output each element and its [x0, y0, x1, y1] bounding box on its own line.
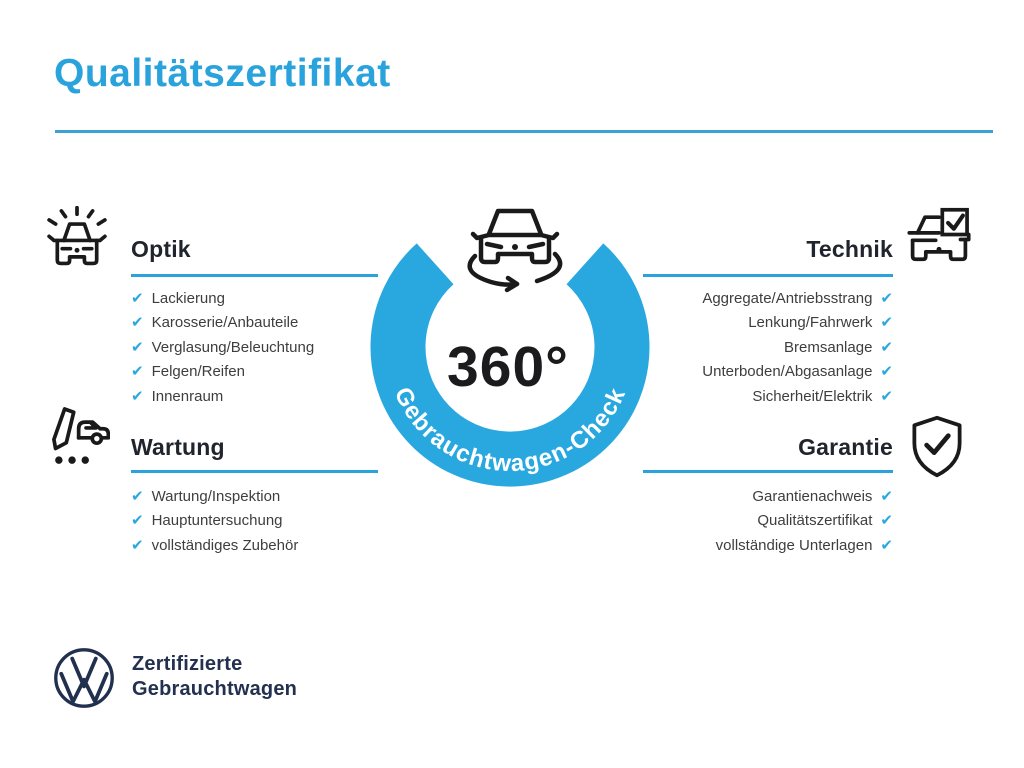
- check-icon: ✔: [131, 362, 144, 381]
- section-underline: [643, 274, 893, 277]
- check-icon: ✔: [131, 313, 144, 332]
- vw-logo: [52, 646, 116, 710]
- car-rotate-icon: [445, 194, 585, 296]
- checklist-item-label: Lackierung: [151, 289, 225, 307]
- check-icon: ✔: [131, 288, 144, 307]
- shield-check-icon: [908, 414, 966, 480]
- checklist-item-label: vollständiges Zubehör: [151, 536, 299, 554]
- check-icon: ✔: [131, 535, 144, 554]
- section-title-wartung: Wartung: [131, 434, 225, 460]
- checklist-item-label: Lenkung/Fahrwerk: [748, 314, 873, 332]
- check-icon: ✔: [880, 313, 893, 332]
- checklist-item-label: Wartung/Inspektion: [151, 487, 281, 505]
- checklist-item-label: Sicherheit/Elektrik: [752, 387, 873, 405]
- check-icon: ✔: [131, 511, 144, 530]
- section-underline: [131, 274, 378, 277]
- car-shine-icon: [44, 206, 110, 270]
- check-icon: ✔: [880, 362, 893, 381]
- section-title-technik: Technik: [806, 236, 893, 262]
- service-checklist-icon: [44, 404, 110, 470]
- check-icon: ✔: [880, 486, 893, 505]
- checklist-item-label: Felgen/Reifen: [151, 363, 245, 381]
- footer-claim-line1: Zertifizierte: [132, 653, 243, 675]
- checklist-item-label: Hauptuntersuchung: [151, 512, 283, 530]
- section-title-garantie: Garantie: [798, 434, 893, 460]
- page-title: Qualitätszertifikat: [54, 52, 391, 95]
- checklist-item-label: vollständige Unterlagen: [715, 536, 873, 554]
- check-icon: ✔: [880, 386, 893, 405]
- checklist-item: [131, 335, 314, 360]
- checklist-item-label: Innenraum: [151, 387, 224, 405]
- checklist-item: [131, 286, 314, 311]
- checklist-item: [131, 360, 314, 385]
- check-icon: ✔: [131, 337, 144, 356]
- check-icon: ✔: [880, 511, 893, 530]
- checklist-item-label: Bremsanlage: [784, 338, 873, 356]
- checklist-item: [131, 533, 298, 558]
- section-underline: [131, 470, 378, 473]
- title-divider: [55, 130, 993, 133]
- footer-claim: [132, 652, 297, 702]
- checklist-item: [131, 384, 314, 409]
- checklist-item-label: Aggregate/Antriebsstrang: [702, 289, 873, 307]
- checklist-item-label: Qualitätszertifikat: [757, 512, 873, 530]
- check-icon: ✔: [131, 386, 144, 405]
- car-checkbox-icon: [906, 206, 972, 268]
- section-underline: [643, 470, 893, 473]
- checklist-item-label: Karosserie/Anbauteile: [151, 314, 299, 332]
- check-icon: ✔: [131, 486, 144, 505]
- ring-label: Gebrauchtwagen-Check: [388, 383, 632, 478]
- checklist-item-label: Verglasung/Beleuchtung: [151, 338, 315, 356]
- checklist-item: [493, 509, 893, 534]
- checklist-item-label: Garantienachweis: [752, 487, 873, 505]
- check-icon: ✔: [880, 337, 893, 356]
- check-icon: ✔: [880, 288, 893, 307]
- optik-checklist: [131, 286, 314, 409]
- footer-claim-line2: Gebrauchtwagen: [132, 678, 298, 700]
- checklist-item: [493, 533, 893, 558]
- checklist-item-label: Unterboden/Abgasanlage: [702, 363, 873, 381]
- checklist-item: [131, 311, 314, 336]
- check-icon: ✔: [880, 535, 893, 554]
- checklist-item: [131, 484, 298, 509]
- section-title-optik: Optik: [131, 236, 191, 262]
- wartung-checklist: [131, 484, 298, 558]
- 360-degree-label: 360°: [447, 335, 569, 399]
- checklist-item: [131, 509, 298, 534]
